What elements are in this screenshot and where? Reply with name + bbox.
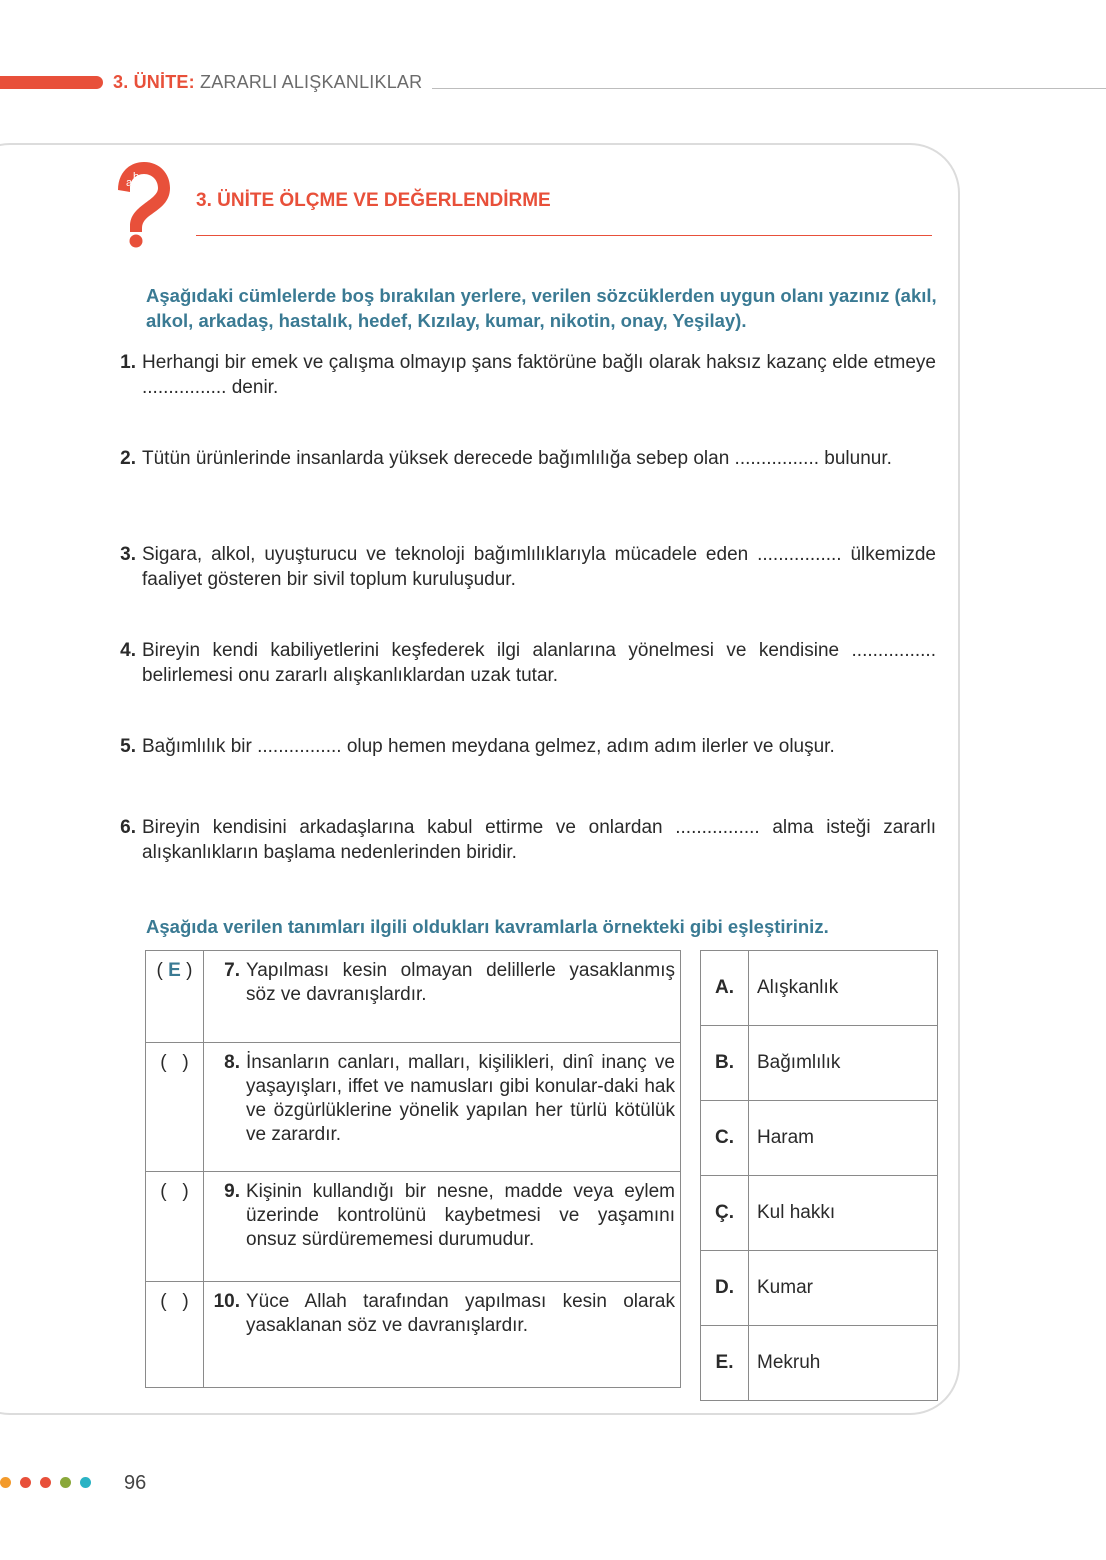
concept-letter: D. (701, 1251, 749, 1326)
definition-row (146, 1282, 681, 1388)
question-text: Bağımlılık bir ................ olup hemen meydana gelmez, adım adım ilerler ve oluşur. (142, 736, 835, 757)
question-item (112, 815, 936, 865)
question-text: Sigara, alkol, uyuşturucu ve teknoloji bağımlılıklarıyla mücadele eden ................ ülkemizde faaliyet gösteren bir sivil toplum kuruluşudur. (142, 544, 936, 590)
question-number: 4. (120, 640, 136, 661)
concept-row (701, 1026, 938, 1101)
question-item (112, 542, 936, 592)
question-item (112, 446, 936, 471)
concept-row (701, 951, 938, 1026)
concept-letter: E. (701, 1326, 749, 1401)
question-number: 2. (120, 448, 136, 469)
question-item (112, 638, 936, 688)
footer-dot (40, 1477, 51, 1488)
unit-header (113, 72, 422, 93)
definition-row (146, 1172, 681, 1282)
question-item (112, 350, 936, 400)
header-accent-bar (0, 76, 103, 89)
footer-dot (80, 1477, 91, 1488)
answer-slot[interactable]: ( ) (146, 1282, 204, 1388)
concept-letter: A. (701, 951, 749, 1026)
section-title: 3. ÜNİTE ÖLÇME VE DEĞERLENDİRME (196, 190, 551, 211)
fill-blank-instruction: Aşağıdaki cümlelerde boş bırakılan yerlere, verilen sözcüklerden uygun olanı yazınız (akıl, alkol, arkadaş, hastalık, hedef, Kızılay, kumar, nikotin, onay, Yeşilay). (146, 285, 937, 331)
definition-text: Kişinin kullandığı bir nesne, madde veya eylem üzerinde kontrolünü kaybetmesi ve yaşamını onsuz sürdürememesi durumudur. (246, 1181, 675, 1250)
definition-row (146, 951, 681, 1043)
question-text: Tütün ürünlerinde insanlarda yüksek derecede bağımlılığa sebep olan ................ bulunur. (142, 448, 892, 469)
concept-text: Mekruh (749, 1326, 938, 1401)
title-underline (196, 235, 932, 236)
answer-letter: E (168, 960, 181, 981)
question-text: Bireyin kendisini arkadaşlarına kabul ettirme ve onlardan ................ alma isteği zararlı alışkanlıkların başlama nedenlerinden biridir. (142, 817, 936, 863)
definition-number: 7. (224, 960, 240, 981)
question-number: 1. (120, 352, 136, 373)
concepts-table (700, 950, 938, 1401)
concept-letter: Ç. (701, 1176, 749, 1251)
definition-number: 9. (224, 1181, 240, 1202)
concept-text: Alışkanlık (749, 951, 938, 1026)
question-text: Herhangi bir emek ve çalışma olmayıp şans faktörüne bağlı olarak haksız kazanç elde etmeye ................ denir. (142, 352, 936, 398)
header-divider (432, 88, 1106, 89)
question-text: Bireyin kendi kabiliyetlerini keşfederek ilgi alanlarına yönelmesi ve kendisine ................ belirlemesi onu zararlı alışkanlıklardan uzak tutar. (142, 640, 936, 686)
icon-letter: a (126, 177, 133, 189)
definition-text: İnsanların canları, malları, kişilikleri, dinî inanç ve yaşayışları, iffet ve namusları gibi konular-daki hak ve özgürlüklerine yönelik yapılan her türlü kötülük ve zarardır. (246, 1052, 675, 1145)
concept-row (701, 1251, 938, 1326)
icon-letter: c (128, 189, 134, 201)
concept-row (701, 1176, 938, 1251)
definitions-table (145, 950, 681, 1388)
footer-dot (60, 1477, 71, 1488)
definition-text: Yapılması kesin olmayan delillerle yasaklanmış söz ve davranışlardır. (246, 960, 675, 1005)
concept-text: Kul hakkı (749, 1176, 938, 1251)
definition-row (146, 1043, 681, 1172)
unit-number: 3. ÜNİTE: (113, 72, 195, 92)
concept-letter: C. (701, 1101, 749, 1176)
footer-dot (20, 1477, 31, 1488)
page-number: 96 (124, 1472, 147, 1494)
concept-text: Haram (749, 1101, 938, 1176)
definition-number: 8. (224, 1052, 240, 1073)
question-number: 3. (120, 544, 136, 565)
footer-dot (0, 1477, 11, 1488)
answer-slot[interactable]: ( E ) (146, 951, 204, 1043)
concept-text: Bağımlılık (749, 1026, 938, 1101)
icon-letter: b (133, 171, 140, 183)
matching-instruction: Aşağıda verilen tanımları ilgili oldukları kavramlarla örnekteki gibi eşleştiriniz. (146, 916, 829, 937)
definition-text: Yüce Allah tarafından yapılması kesin olarak yasaklanan söz ve davranışlardır. (246, 1291, 675, 1336)
question-item (112, 734, 936, 759)
answer-slot[interactable]: ( ) (146, 1172, 204, 1282)
concept-row (701, 1101, 938, 1176)
concept-text: Kumar (749, 1251, 938, 1326)
unit-title: ZARARLI ALIŞKANLIKLAR (200, 72, 423, 92)
concept-row (701, 1326, 938, 1401)
question-number: 5. (120, 736, 136, 757)
question-mark-head-icon (108, 160, 172, 248)
concept-letter: B. (701, 1026, 749, 1101)
definition-number: 10. (213, 1291, 240, 1312)
question-number: 6. (120, 817, 136, 838)
icon-letter: d (136, 195, 143, 207)
answer-slot[interactable]: ( ) (146, 1043, 204, 1172)
